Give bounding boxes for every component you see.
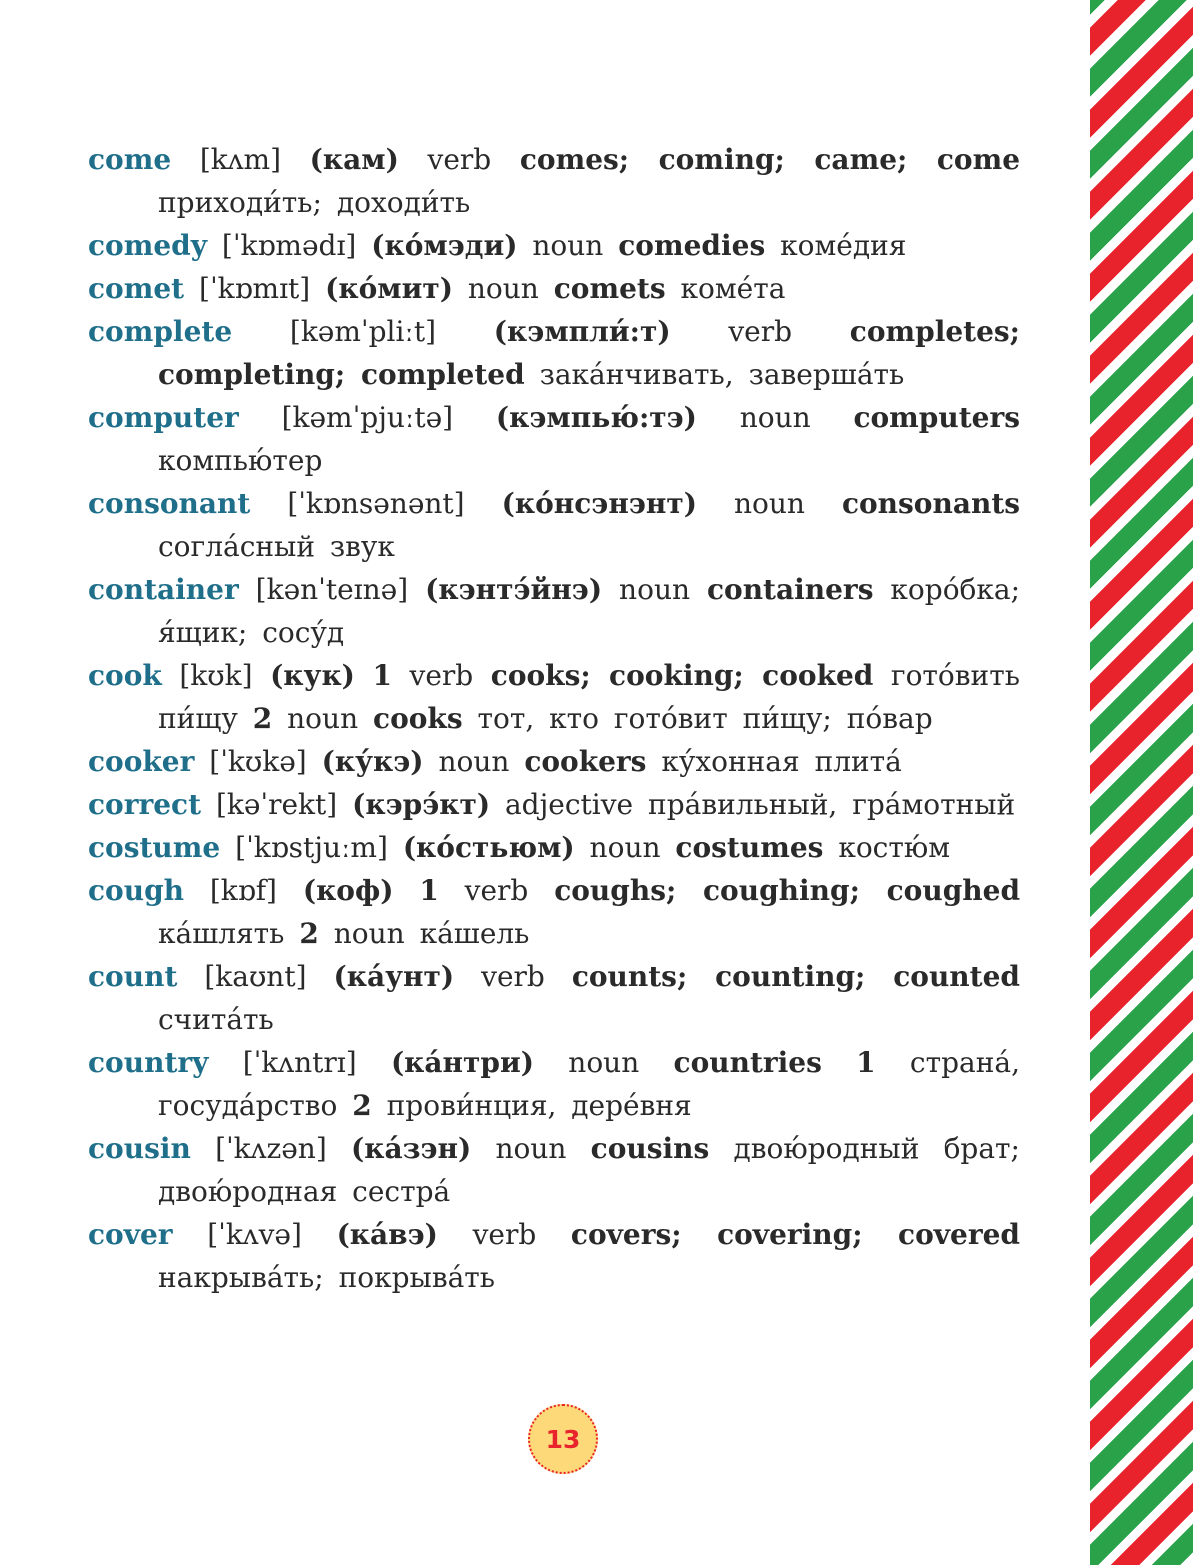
pronunciation: [kəmˈpliːt] <box>289 315 437 348</box>
word-forms: comes; coming; came; come <box>519 143 1021 176</box>
translation: гото́вить пи́щу <box>158 659 1020 735</box>
part-of-speech: adjective <box>504 788 634 821</box>
dictionary-entry-cover <box>88 1213 1020 1299</box>
headword: container <box>88 573 239 606</box>
part-of-speech: noun <box>333 917 405 950</box>
russian-pronunciation: (ка́унт) <box>333 960 455 993</box>
sense-number: 2 <box>352 1089 372 1122</box>
pronunciation: [ˈkʌntrɪ] <box>242 1046 357 1079</box>
word-forms: comets <box>553 272 666 305</box>
part-of-speech: verb <box>409 659 474 692</box>
russian-pronunciation: (кэмпли́:т) <box>493 315 671 348</box>
dictionary-entry-correct <box>88 783 1020 826</box>
dictionary-entry-cooker <box>88 740 1020 783</box>
dictionary-entry-comet <box>88 267 1020 310</box>
part-of-speech: verb <box>464 874 529 907</box>
headword: consonant <box>88 487 251 520</box>
word-forms: containers <box>706 573 874 606</box>
dictionary-entry-container <box>88 568 1020 654</box>
part-of-speech: noun <box>532 229 604 262</box>
russian-pronunciation: (ку́кэ) <box>321 745 424 778</box>
pronunciation: [ˈkɒmɪt] <box>199 272 311 305</box>
translation: пра́вильный, гра́мотный <box>648 788 1016 821</box>
headword: cover <box>88 1218 173 1251</box>
translation: приходи́ть; доходи́ть <box>158 186 471 219</box>
pronunciation: [kənˈteɪnə] <box>255 573 409 606</box>
part-of-speech: noun <box>733 487 805 520</box>
headword: cooker <box>88 745 195 778</box>
russian-pronunciation: (кэнтэ́йнэ) <box>425 573 603 606</box>
dictionary-entry-costume <box>88 826 1020 869</box>
translation: компью́тер <box>158 444 323 477</box>
translation: коро́бка; я́щик; сосу́д <box>158 573 1021 649</box>
word-forms: consonants <box>841 487 1021 520</box>
dictionary-entries <box>88 138 1020 1299</box>
word-forms: computers <box>853 401 1021 434</box>
translation: ку́хонная плита́ <box>661 745 902 778</box>
headword: costume <box>88 831 221 864</box>
dictionary-entry-cousin <box>88 1127 1020 1213</box>
sense-number: 1 <box>419 874 439 907</box>
headword: correct <box>88 788 202 821</box>
word-forms: covers; covering; covered <box>570 1218 1020 1251</box>
headword: come <box>88 143 172 176</box>
headword: cough <box>88 874 185 907</box>
part-of-speech: verb <box>472 1218 537 1251</box>
word-forms: cooks <box>373 702 463 735</box>
translation: страна́, госуда́рство <box>158 1046 1020 1122</box>
pronunciation: [ˈkɒnsənənt] <box>287 487 465 520</box>
dictionary-entry-cook <box>88 654 1020 740</box>
pronunciation: [ˈkɒstjuːm] <box>235 831 388 864</box>
headword: complete <box>88 315 233 348</box>
russian-pronunciation: (кам) <box>309 143 399 176</box>
part-of-speech: noun <box>438 745 510 778</box>
dictionary-entry-comedy <box>88 224 1020 267</box>
dictionary-entry-computer <box>88 396 1020 482</box>
pronunciation: [kəmˈpjuːtə] <box>281 401 454 434</box>
part-of-speech: verb <box>481 960 545 993</box>
word-forms: cooks; cooking; cooked <box>490 659 874 692</box>
headword: cook <box>88 659 162 692</box>
pronunciation: [kəˈrekt] <box>215 788 338 821</box>
translation: двою́родный брат; двою́родная сестра́ <box>158 1132 1020 1208</box>
part-of-speech: noun <box>287 702 359 735</box>
headword: comet <box>88 272 185 305</box>
pronunciation: [kaʊnt] <box>204 960 307 993</box>
translation: ка́шель <box>419 917 530 950</box>
pronunciation: [kʊk] <box>179 659 253 692</box>
part-of-speech: noun <box>495 1132 567 1165</box>
part-of-speech: verb <box>427 143 492 176</box>
part-of-speech: noun <box>739 401 811 434</box>
translation: счита́ть <box>158 1003 274 1036</box>
dictionary-entry-cough <box>88 869 1020 955</box>
pronunciation: [ˈkʊkə] <box>209 745 307 778</box>
sense-number: 1 <box>372 659 392 692</box>
word-forms: completes; completing; completed <box>158 315 1021 391</box>
word-forms: cousins <box>590 1132 710 1165</box>
russian-pronunciation: (ко́мит) <box>325 272 453 305</box>
pronunciation: [kʌm] <box>199 143 282 176</box>
russian-pronunciation: (ко́стьюм) <box>402 831 575 864</box>
translation: костю́м <box>838 831 950 864</box>
part-of-speech: noun <box>568 1046 640 1079</box>
russian-pronunciation: (ка́зэн) <box>350 1132 472 1165</box>
translation: ка́шлять <box>158 917 285 950</box>
russian-pronunciation: (ко́мэди) <box>371 229 518 262</box>
dictionary-entry-complete <box>88 310 1020 396</box>
translation: прови́нция, дере́вня <box>386 1089 692 1122</box>
headword: cousin <box>88 1132 191 1165</box>
russian-pronunciation: (кэрэ́кт) <box>352 788 491 821</box>
part-of-speech: noun <box>467 272 539 305</box>
russian-pronunciation: (кук) <box>270 659 355 692</box>
translation: зака́нчивать, заверша́ть <box>539 358 905 391</box>
headword: country <box>88 1046 209 1079</box>
headword: comedy <box>88 229 208 262</box>
part-of-speech: noun <box>619 573 691 606</box>
word-forms: costumes <box>675 831 824 864</box>
translation: коме́дия <box>780 229 907 262</box>
russian-pronunciation: (кэмпью́:тэ) <box>495 401 697 434</box>
part-of-speech: noun <box>589 831 661 864</box>
word-forms: coughs; coughing; coughed <box>554 874 1021 907</box>
sense-number: 2 <box>299 917 319 950</box>
russian-pronunciation: (коф) <box>302 874 394 907</box>
dictionary-entry-come <box>88 138 1020 224</box>
headword: count <box>88 960 178 993</box>
translation: тот, кто гото́вит пи́щу; по́вар <box>477 702 933 735</box>
pronunciation: [kɒf] <box>209 874 277 907</box>
translation: согла́сный звук <box>158 530 395 563</box>
word-forms: cookers <box>524 745 647 778</box>
word-forms: comedies <box>618 229 766 262</box>
dictionary-entry-country <box>88 1041 1020 1127</box>
headword: computer <box>88 401 239 434</box>
translation: накрыва́ть; покрыва́ть <box>158 1261 496 1294</box>
sense-number: 2 <box>252 702 273 735</box>
dictionary-entry-consonant <box>88 482 1020 568</box>
russian-pronunciation: (ка́нтри) <box>390 1046 534 1079</box>
sense-number: 1 <box>856 1046 876 1079</box>
translation: коме́та <box>680 272 786 305</box>
word-forms: countries <box>673 1046 822 1079</box>
pronunciation: [ˈkʌvə] <box>207 1218 302 1251</box>
part-of-speech: verb <box>728 315 793 348</box>
pronunciation: [ˈkʌzən] <box>215 1132 327 1165</box>
decorative-stripe-border <box>1090 0 1193 1565</box>
page-number: 13 <box>545 1424 581 1454</box>
pronunciation: [ˈkɒmədɪ] <box>221 229 357 262</box>
russian-pronunciation: (ка́вэ) <box>336 1218 438 1251</box>
word-forms: counts; counting; counted <box>571 960 1020 993</box>
dictionary-entry-count <box>88 955 1020 1041</box>
page-number-badge <box>528 1404 598 1474</box>
russian-pronunciation: (ко́нсэнэнт) <box>501 487 697 520</box>
